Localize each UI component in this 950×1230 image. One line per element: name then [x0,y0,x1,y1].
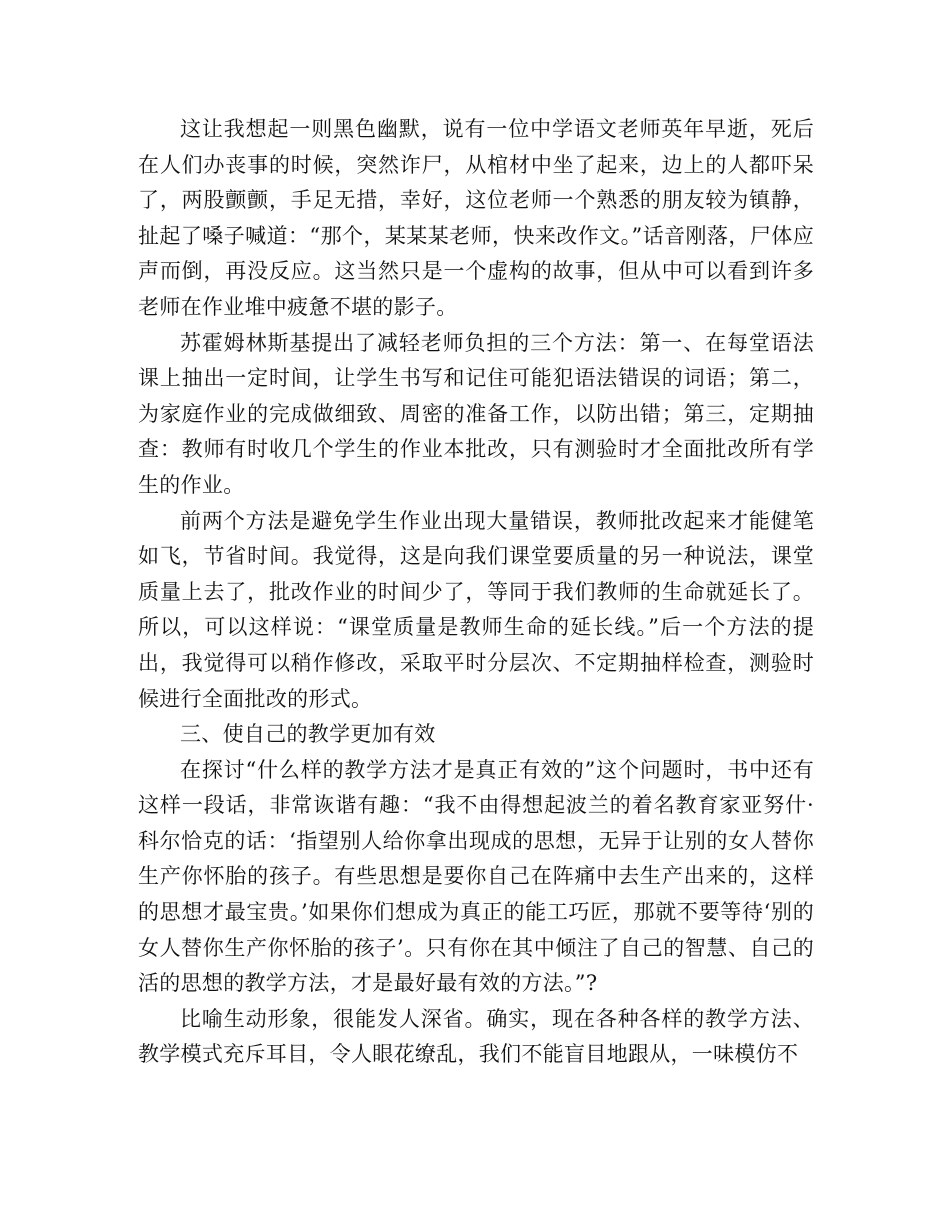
document-body [138,112,814,1073]
paragraph-three-methods: 苏霍姆林斯基提出了减轻老师负担的三个方法：第一、在每堂语法课上抽出一定时间，让学生书写和记住可能犯语法错误的词语；第二，为家庭作业的完成做细致、周密的准备工作，以防出错；第三，定期抽查：教师有时收几个学生的作业本批改，只有测验时才全面批改所有学生的作业。 [138,330,814,497]
paragraph-classroom-quality: 前两个方法是避免学生作业出现大量错误，教师批改起来才能健笔如飞，节省时间。我觉得，这是向我们课堂要质量的另一种说法，课堂质量上去了，批改作业的时间少了，等同于我们教师的生命就延长了。所以，可以这样说：“课堂质量是教师生命的延长线。”后一个方法的提出，我觉得可以稍作修改，采取平时分层次、不定期抽样检查，测验时候进行全面批改的形式。 [138,508,814,711]
section-heading-effective-teaching: 三、使自己的教学更加有效 [180,722,436,747]
paragraph-black-humor-story: 这让我想起一则黑色幽默，说有一位中学语文老师英年早逝，死后在人们办丧事的时候，突然诈尸，从棺材中坐了起来，边上的人都吓呆了，两股颤颤，手足无措，幸好，这位老师一个熟悉的朋友较为镇静，扯起了嗓子喊道：“那个，某某某老师，快来改作文。”话音刚落，尸体应声而倒，再没反应。这当然只是一个虚构的故事，但从中可以看到许多老师在作业堆中疲惫不堪的影子。 [138,117,814,319]
paragraph-metaphor-reflection: 比喻生动形象，很能发人深省。确实，现在各种各样的教学方法、教学模式充斥耳目，令人眼花缭乱，我们不能盲目地跟从，一味模仿不 [138,1006,814,1067]
paragraph-korczak-quote: 在探讨“什么样的教学方法才是真正有效的”这个问题时，书中还有这样一段话，非常诙谐有趣：“我不由得想起波兰的着名教育家亚努什·科尔恰克的话：‘指望别人给你拿出现成的思想，无异于让别的女人替你生产你怀胎的孩子。有些思想是要你自己在阵痛中去生产出来的，这样的思想才最宝贵。’如果你们想成为真正的能工巧匠，那就不要等待‘别的女人替你生产你怀胎的孩子’。只有你在其中倾注了自己的智慧、自己的活的思想的教学方法，才是最好最有效的方法。”? [138,757,814,996]
